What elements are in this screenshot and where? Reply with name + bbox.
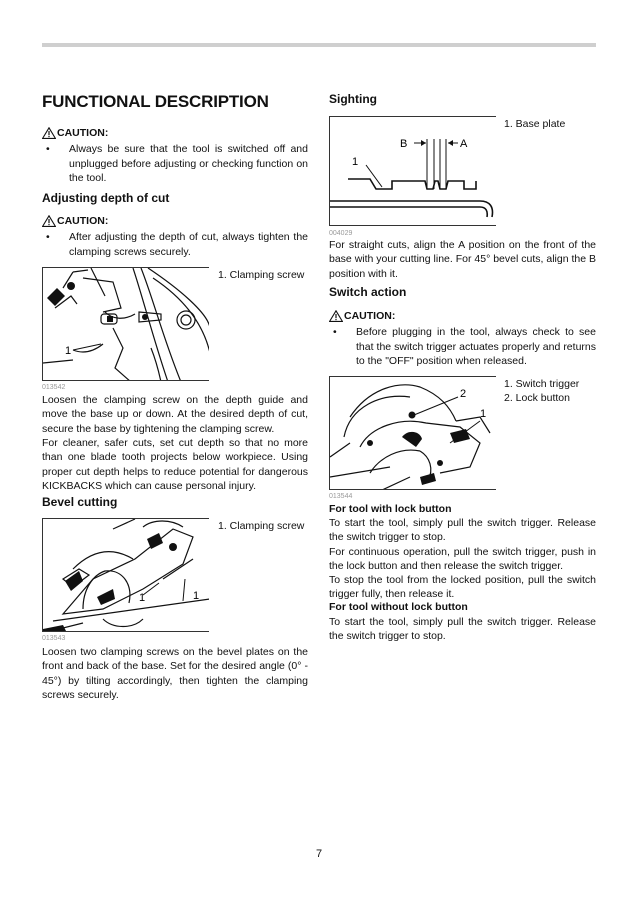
page-number: 7 (315, 848, 323, 860)
sighting-fig-b: B (400, 138, 408, 150)
depth-para-1: Loosen the clamping screw on the depth guide and move the base up or down. At the desired depth of cut, secure the base by tightening the clamping screw. (42, 394, 308, 435)
sighting-fig-code: 004029 (329, 230, 353, 237)
depth-fig-label: 1 (65, 345, 72, 357)
switch-illustration (330, 377, 496, 490)
caution-1-bullet: • Always be sure that the tool is switched off and unplugged before adjusting or checking function on the tool. (46, 143, 308, 184)
depth-bullet: • After adjusting the depth of cut, always tighten the clamping screws securely. (46, 231, 308, 258)
with-lock-p1: To start the tool, simply pull the switch trigger. Release the switch trigger to stop. (329, 517, 596, 544)
sighting-fig-a: A (460, 138, 468, 150)
caution-2 (42, 215, 108, 227)
header-rule (42, 43, 596, 47)
switch-bullet: • Before plugging in the tool, always check to see that the switch trigger actuates properly and returns to the "OFF" position when released. (333, 326, 596, 367)
with-lock-heading: For tool with lock button (329, 503, 452, 515)
depth-illustration (43, 268, 209, 381)
caution-3 (329, 310, 395, 322)
without-lock-heading: For tool without lock button (329, 601, 468, 613)
bevel-figure (42, 518, 209, 632)
without-lock-p1: To start the tool, simply pull the switch trigger. Release the switch trigger to stop. (329, 616, 596, 643)
caution-label: CAUTION: (57, 127, 109, 139)
bevel-heading: Bevel cutting (42, 495, 118, 509)
page-title: FUNCTIONAL DESCRIPTION (42, 92, 269, 111)
sighting-illustration (330, 117, 496, 226)
switch-callout-1: 1. Switch trigger (504, 378, 580, 390)
depth-para-2: For cleaner, safer cuts, set cut depth so that no more than one blade tooth projects below workpiece. Using proper cut depth helps to reduce potential for dangerous KICKBACKS which can cause personal injury. (42, 437, 308, 492)
sighting-fig-1: 1 (352, 156, 359, 168)
switch-heading: Switch action (329, 285, 407, 299)
caution-label: CAUTION: (57, 215, 109, 227)
switch-fig-2: 2 (460, 388, 467, 400)
depth-heading: Adjusting depth of cut (42, 191, 170, 205)
switch-fig-1: 1 (480, 408, 487, 420)
depth-figure (42, 267, 209, 381)
warning-icon (329, 310, 343, 322)
caution-label: CAUTION: (344, 310, 396, 322)
bevel-fig-code: 013543 (42, 635, 66, 642)
caution-1 (42, 127, 108, 139)
warning-icon (42, 215, 56, 227)
depth-fig-code: 013542 (42, 384, 66, 391)
bevel-fig-label-a: 1 (139, 592, 146, 604)
switch-figure (329, 376, 496, 490)
with-lock-p3: To stop the tool from the locked position, pull the switch trigger fully, then release it. (329, 574, 596, 601)
bevel-para: Loosen two clamping screws on the bevel plates on the front and back of the base. Set for the desired angle (0° - 45°) by tilting accordingly, then tighten the clamping screws securely. (42, 646, 308, 701)
depth-callout: 1. Clamping screw (218, 269, 305, 281)
sighting-figure (329, 116, 496, 226)
sighting-heading: Sighting (329, 92, 377, 106)
warning-icon (42, 127, 56, 139)
bevel-callout: 1. Clamping screw (218, 520, 305, 532)
switch-fig-code: 013544 (329, 493, 353, 500)
bevel-illustration (43, 519, 209, 632)
bevel-fig-label-b: 1 (193, 590, 200, 602)
sighting-para: For straight cuts, align the A position on the front of the base with your cutting line. For 45° bevel cuts, align the B position with it. (329, 239, 596, 280)
sighting-callout: 1. Base plate (504, 118, 566, 130)
with-lock-p2: For continuous operation, pull the switch trigger, push in the lock button and then release the switch trigger. (329, 546, 596, 573)
switch-callout-2: 2. Lock button (504, 392, 570, 404)
